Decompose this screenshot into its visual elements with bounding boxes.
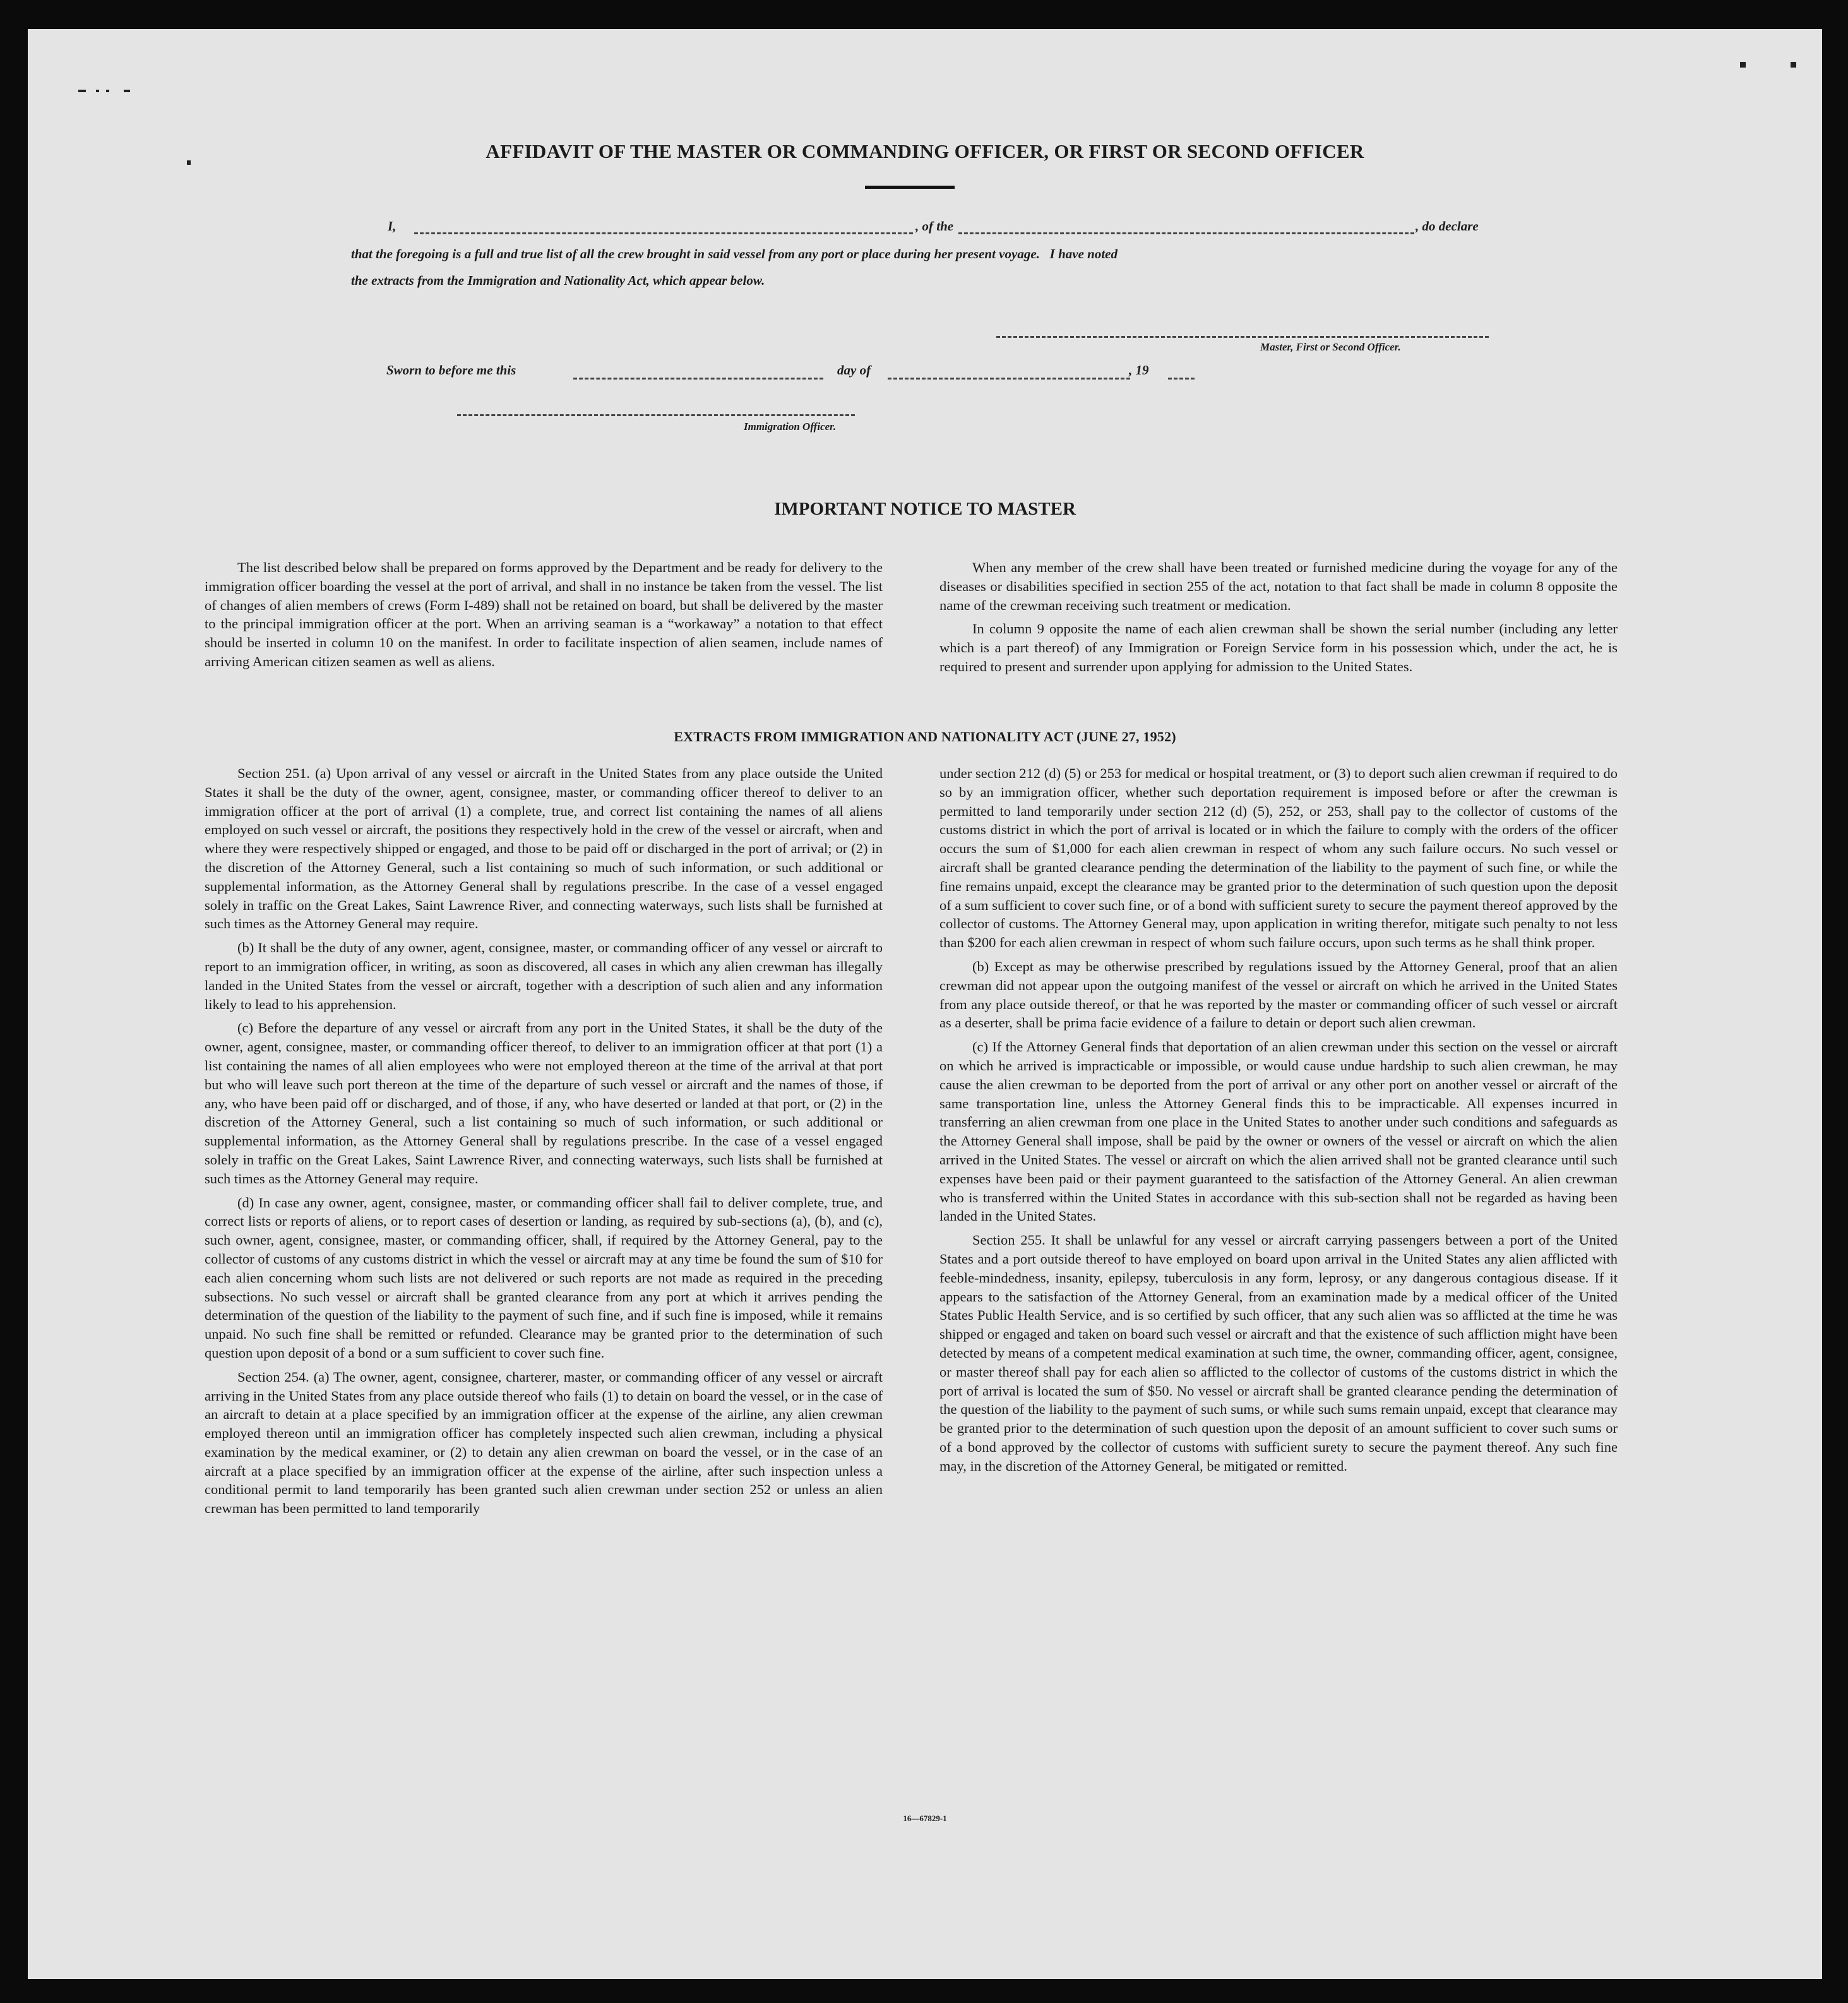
- notice-right-column: [939, 558, 1618, 681]
- declaration-line-3: the extracts from the Immigration and Nationality Act, which appear below.: [351, 273, 765, 288]
- title-rule: [865, 186, 955, 189]
- scan-speck: [1791, 62, 1796, 68]
- extract-paragraph: under section 212 (d) (5) or 253 for medical or hospital treatment, or (3) to deport such alien crewman if required to do so by an immigration officer, whether such deportation requirement is imposed before or after the crewman is permitted to land temporarily under section 212 (d) (5), 252, or 253, shall pay to the collector of customs of the customs district in which the port of arrival is located or in which the failure to comply with the orders of the officer occurs the sum of $1,000 for each alien crewman in respect of whom any such failure occurs. No such vessel or aircraft shall be granted clearance pending the determination of the liability to the payment of such fine, or while the fine remains unpaid, except the clearance may be granted prior to the determination of such question upon the deposit of a sum sufficient to cover such fine, or of a bond with sufficient surety to secure the payment thereof approved by the collector of customs. The Attorney General may, upon application in writing therefor, mitigate such penalty to not less than $200 for each alien crewman in respect of whom such failure occurs, upon such terms as he shall think proper.: [939, 765, 1618, 951]
- immigration-officer-signature-line[interactable]: [457, 414, 855, 416]
- scan-speck: [124, 90, 130, 92]
- notice-left-column: [205, 558, 883, 676]
- day-of-label: day of: [837, 362, 871, 378]
- declaration-do-declare-label: , do declare: [1416, 218, 1479, 234]
- scan-speck: [1740, 62, 1746, 68]
- notice-title: IMPORTANT NOTICE TO MASTER: [774, 499, 1076, 519]
- sworn-month-field[interactable]: [888, 378, 1130, 380]
- extract-paragraph: (b) It shall be the duty of any owner, agent, consignee, master, or commanding officer of any vessel or aircraft to report to an immigration officer, in writing, as soon as discovered, all cases in which any alien crewman has illegally landed in the United States from the vessel or aircraft, together with a description of such alien and any information likely to lead to his apprehension.: [205, 940, 883, 1012]
- year-prefix-label: , 19: [1129, 362, 1149, 378]
- notice-paragraph: In column 9 opposite the name of each alien crewman shall be shown the serial number (including any letter which is a part thereof) of any Immigration or Foreign Service form in his possession which, under the act, he is required to present and surrender upon applying for admission to the United States.: [939, 621, 1618, 674]
- sworn-label: Sworn to before me this: [386, 362, 516, 378]
- immigration-officer-label: Immigration Officer.: [744, 421, 837, 433]
- scan-speck: [106, 90, 109, 92]
- sworn-day-field[interactable]: [573, 378, 823, 380]
- extracts-title: EXTRACTS FROM IMMIGRATION AND NATIONALITY ACT (JUNE 27, 1952): [674, 729, 1176, 744]
- affidavit-title: AFFIDAVIT OF THE MASTER OR COMMANDING OFFICER, OR FIRST OR SECOND OFFICER: [486, 140, 1364, 162]
- extract-paragraph: Section 254. (a) The owner, agent, consignee, charterer, master, or commanding officer of any vessel or aircraft arriving in the United States from any place outside thereof who fails (1) to detain on board the vessel, or in the case of an aircraft to detain at a place specified by an immigration officer at the expense of the airline, any alien crewman employed thereon until an immigration officer has completely inspected such alien crewman, including a physical examination by the medical examiner, or (2) to detain any alien crewman on board the vessel, or in the case of an aircraft at a place specified by an immigration officer at the expense of the airline, after such inspection unless a conditional permit to land temporarily has been granted such alien crewman under section 252 or unless an alien crewman has been permitted to land temporarily: [205, 1368, 883, 1517]
- declarant-name-field[interactable]: [414, 232, 913, 234]
- document-sheet: [28, 29, 1822, 1979]
- sworn-year-field[interactable]: [1168, 378, 1195, 380]
- declaration-i-label: I,: [388, 218, 396, 234]
- extract-paragraph: (b) Except as may be otherwise prescribed by regulations issued by the Attorney General, proof that an alien crewman did not appear upon the outgoing manifest of the vessel or aircraft on which he arrived in the United States from any place outside thereof, or that he was reported by the master or commanding officer of such vessel or aircraft as a deserter, shall be prima facie evidence of a failure to detain or deport such alien crewman.: [939, 958, 1618, 1031]
- vessel-name-field[interactable]: [958, 232, 1414, 234]
- extracts-right-column: [939, 764, 1618, 1480]
- declaration-of-the-label: , of the: [915, 218, 954, 234]
- notice-paragraph: The list described below shall be prepared on forms approved by the Department and be ready for delivery to the immigration officer boarding the vessel at the port of arrival, and shall in no instance be taken from the vessel. The list of changes of alien members of crews (Form I-489) shall not be retained on board, but shall be delivered by the master to the principal immigration officer at the port. When an arriving seaman is a “workaway” a notation to that effect should be inserted in column 10 on the manifest. In order to facilitate inspection of alien seamen, include names of arriving American citizen seamen as well as aliens.: [205, 559, 883, 669]
- master-signature-line[interactable]: [996, 336, 1489, 338]
- extract-paragraph: (d) In case any owner, agent, consignee, master, or commanding officer shall fail to deliver complete, true, and correct lists or reports of aliens, or to report cases of desertion or landing, as required by sub-sections (a), (b), and (c), such owner, agent, consignee, master, or commanding officer, shall, if required by the Attorney General, pay to the collector of customs of any customs district in which the vessel or aircraft may at any time be found the sum of $10 for each alien concerning whom such lists are not delivered or such reports are not made as required in the preceding subsections. No such vessel or aircraft shall be granted clearance from any port at which it arrives pending the determination of the question of the liability to the payment of such fine, and if such fine is imposed, while it remains unpaid. No such fine shall be remitted or refunded. Clearance may be granted prior to the determination of such question upon deposit of a bond or a sum sufficient to cover such fine.: [205, 1194, 883, 1361]
- extract-paragraph: (c) Before the departure of any vessel or aircraft from any port in the United States, it shall be the duty of the owner, agent, consignee, master, or commanding officer thereof, to deliver to an immigration officer at that port (1) a list containing the names of all alien employees who were not employed thereon at the time of the arrival at that port but who will leave such port thereon at the time of the departure of such vessel or aircraft and the names of those, if any, who have been paid off or discharged, and of those, if any, who have deserted or landed at that port, or (2) in the discretion of the Attorney General, such a list containing so much of such information, or such additional or supplemental information, as the Attorney General shall by regulations prescribe. In the case of a vessel engaged solely in traffic on the Great Lakes, Saint Lawrence River, and connecting waterways, such lists shall be furnished at such times as the Attorney General may require.: [205, 1020, 883, 1187]
- master-signature-label: Master, First or Second Officer.: [1260, 341, 1401, 353]
- form-code: 16—67829-1: [903, 1814, 947, 1823]
- scan-speck: [96, 90, 99, 92]
- scan-speck: [78, 90, 86, 92]
- extract-paragraph: Section 251. (a) Upon arrival of any vessel or aircraft in the United States from any place outside the United States it shall be the duty of the owner, agent, consignee, master, or commanding officer thereof to deliver to an immigration officer at the port of arrival (1) a complete, true, and correct list containing the names of all aliens employed on such vessel or aircraft, the positions they respectively hold in the crew of the vessel or aircraft, when and where they were respectively shipped or engaged, and those to be paid off or discharged in the port of arrival; or (2) in the discretion of the Attorney General, such a list containing so much of such information, or such additional or supplemental information, as the Attorney General shall by regulations prescribe. In the case of a vessel engaged solely in traffic on the Great Lakes, Saint Lawrence River, and connecting waterways, such lists shall be furnished at such times as the Attorney General may require.: [205, 765, 883, 932]
- extract-paragraph: (c) If the Attorney General finds that deportation of an alien crewman under this section on the vessel or aircraft on which he arrived is impracticable or impossible, or would cause undue hardship to such alien crewman, he may cause the alien crewman to be deported from the port of arrival or any other port on another vessel or aircraft of the same transportation line, unless the Attorney General finds this to be impracticable. All expenses incurred in transferring an alien crewman from one place in the United States to another under such conditions and safeguards as the Attorney General shall impose, shall be paid by the owner or owners of the vessel or aircraft on which the alien arrived in the United States. The vessel or aircraft on which the alien arrived shall not be granted clearance until such expenses have been paid or their payment guaranteed to the satisfaction of the Attorney General. An alien crewman who is transferred within the United States in accordance with this sub-section shall not be regarded as having been landed in the United States.: [939, 1039, 1618, 1224]
- notice-paragraph: When any member of the crew shall have been treated or furnished medicine during the voyage for any of the diseases or disabilities specified in section 255 of the act, notation to that fact shall be made in column 8 opposite the name of the crewman receiving such treatment or medication.: [939, 559, 1618, 613]
- extract-paragraph: Section 255. It shall be unlawful for any vessel or aircraft carrying passengers between a port of the United States and a port outside thereof to have employed on board upon arrival in the United States any alien afflicted with feeble-mindedness, insanity, epilepsy, tuberculosis in any form, leprosy, or any dangerous contagious disease. If it appears to the satisfaction of the Attorney General, from an examination made by a medical officer of the United States Public Health Service, and is so certified by such officer, that any such alien was so afflicted at the time he was shipped or engaged and taken on board such vessel or aircraft and that the existence of such affliction might have been detected by means of a competent medical examination at such time, the owner, commanding officer, agent, consignee, or master thereof shall pay for each alien so afflicted to the collector of customs of the customs district in which the port of arrival is located the sum of $50. No vessel or aircraft shall be granted clearance pending the determination of the question of the liability to the payment of such sums, or while such sums remain unpaid, except that clearance may be granted prior to the determination of such question upon the deposit of an amount sufficient to cover such sums or of a bond approved by the collector of customs with sufficient surety to secure the payment thereof. Any such fine may, in the discretion of the Attorney General, be mitigated or remitted.: [939, 1232, 1618, 1474]
- extracts-left-column: [205, 764, 883, 1523]
- declaration-line-2: that the foregoing is a full and true list of all the crew brought in said vessel from any port or place during her present voyage. I have noted: [351, 246, 1118, 261]
